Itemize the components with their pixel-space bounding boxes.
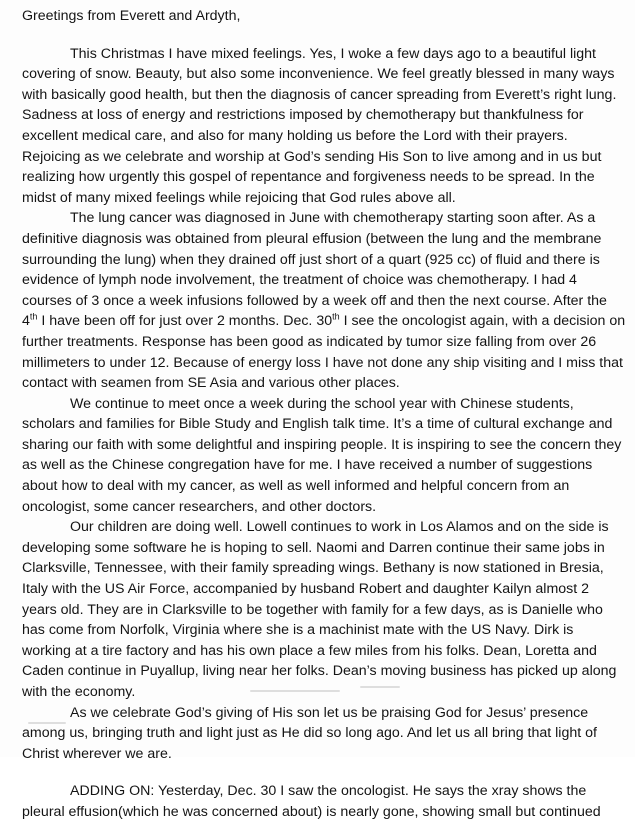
superscript-th-1: th — [29, 311, 38, 322]
paragraph-celebrate: As we celebrate God’s giving of His son let us be praising God for Jesus’ presence among us, bringing truth and light just as He did so long ago. And let us all bring that light of Christ wherever we are. — [22, 704, 597, 762]
paragraph-lung-cancer-part-b: I have been off for just over 2 months. Dec. 30 — [37, 313, 333, 330]
paragraph-lung-cancer-part-a: The lung cancer was diagnosed in June with chemotherapy starting soon after. As a definitive diagnosis was obtained from pleural effusion (between the lung and the membrane surrounding the lung) when they drained off just short of a quart (925 cc) of fluid and there is evidence of lymph node involvement, the treatment of choice was chemotherapy. I had 4 courses of 3 once a week infusions followed by a week off and then the next course. After the 4 — [22, 210, 607, 330]
scan-speck — [28, 722, 66, 724]
scan-speck — [250, 690, 340, 692]
paragraph-lung-cancer — [22, 208, 626, 393]
paragraph-chinese-students: We continue to meet once a week during the school year with Chinese students, scholars and families for Bible Study and English talk time. It’s a time of cultural exchange and sharing our faith with some delightful and inspiring people. It is inspiring to see the concern they as well as the Chinese congregation have for me. I have received a number of suggestions about how to deal with my cancer, as well as well informed and helpful concern from an oncologist, some cancer researchers, and other doctors. — [22, 395, 622, 515]
paragraph-mixed-feelings: This Christmas I have mixed feelings. Yes, I woke a few days ago to a beautiful light covering of snow. Beauty, but also some inconvenience. We feel greatly blessed in many ways with basically good health, but then the diagnosis of cancer spreading from Everett’s right lung. Sadness at loss of energy and restrictions imposed by chemotherapy but thankfulness for excellent medical care, and also for many holding us before the Lord with their prayers. Rejoicing as we celebrate and worship at God’s sending His Son to live among and in us but realizing how urgently this gospel of repentance and forgiveness needs to be spread. In the midst of many mixed feelings while rejoicing that God rules above all. — [22, 45, 617, 206]
paragraph-lung-cancer-part-c: I see the oncologist again, with a decision on further treatments. Response has been good as indicated by tumor size falling from over 26 millimeters to under 12. Because of energy loss I have not done any ship visiting and I miss that contact with seamen from SE Asia and various other places. — [22, 313, 626, 392]
paragraph-children: Our children are doing well. Lowell continues to work in Los Alamos and on the side is developing some software he is hoping to sell. Naomi and Darren continue their same jobs in Clarksville, Tennessee, with their family spreading wings. Bethany is now stationed in Bresia, Italy with the US Air Force, accompanied by husband Robert and daughter Kailyn almost 2 years old. They are in Clarksville to be together with family for a few days, as is Danielle who has come from Norfolk, Virginia where she is a machinist mate with the US Navy. Dirk is working at a tire factory and has his own place a few miles from his folks. Dean, Loretta and Caden continue in Puyallup, living near her folks. Dean’s moving business has picked up along with the economy. — [22, 519, 617, 700]
scan-speck — [360, 686, 400, 688]
superscript-th-2: th — [332, 311, 340, 322]
letter-greeting: Greetings from Everett and Ardyth, — [22, 8, 241, 24]
letter-body — [22, 6, 626, 823]
paragraph-adding-on: ADDING ON: Yesterday, Dec. 30 I saw the oncologist. He says the xray shows the pleural effusion(which he was concerned about) is nearly gone, showing small but continued — [22, 783, 601, 820]
